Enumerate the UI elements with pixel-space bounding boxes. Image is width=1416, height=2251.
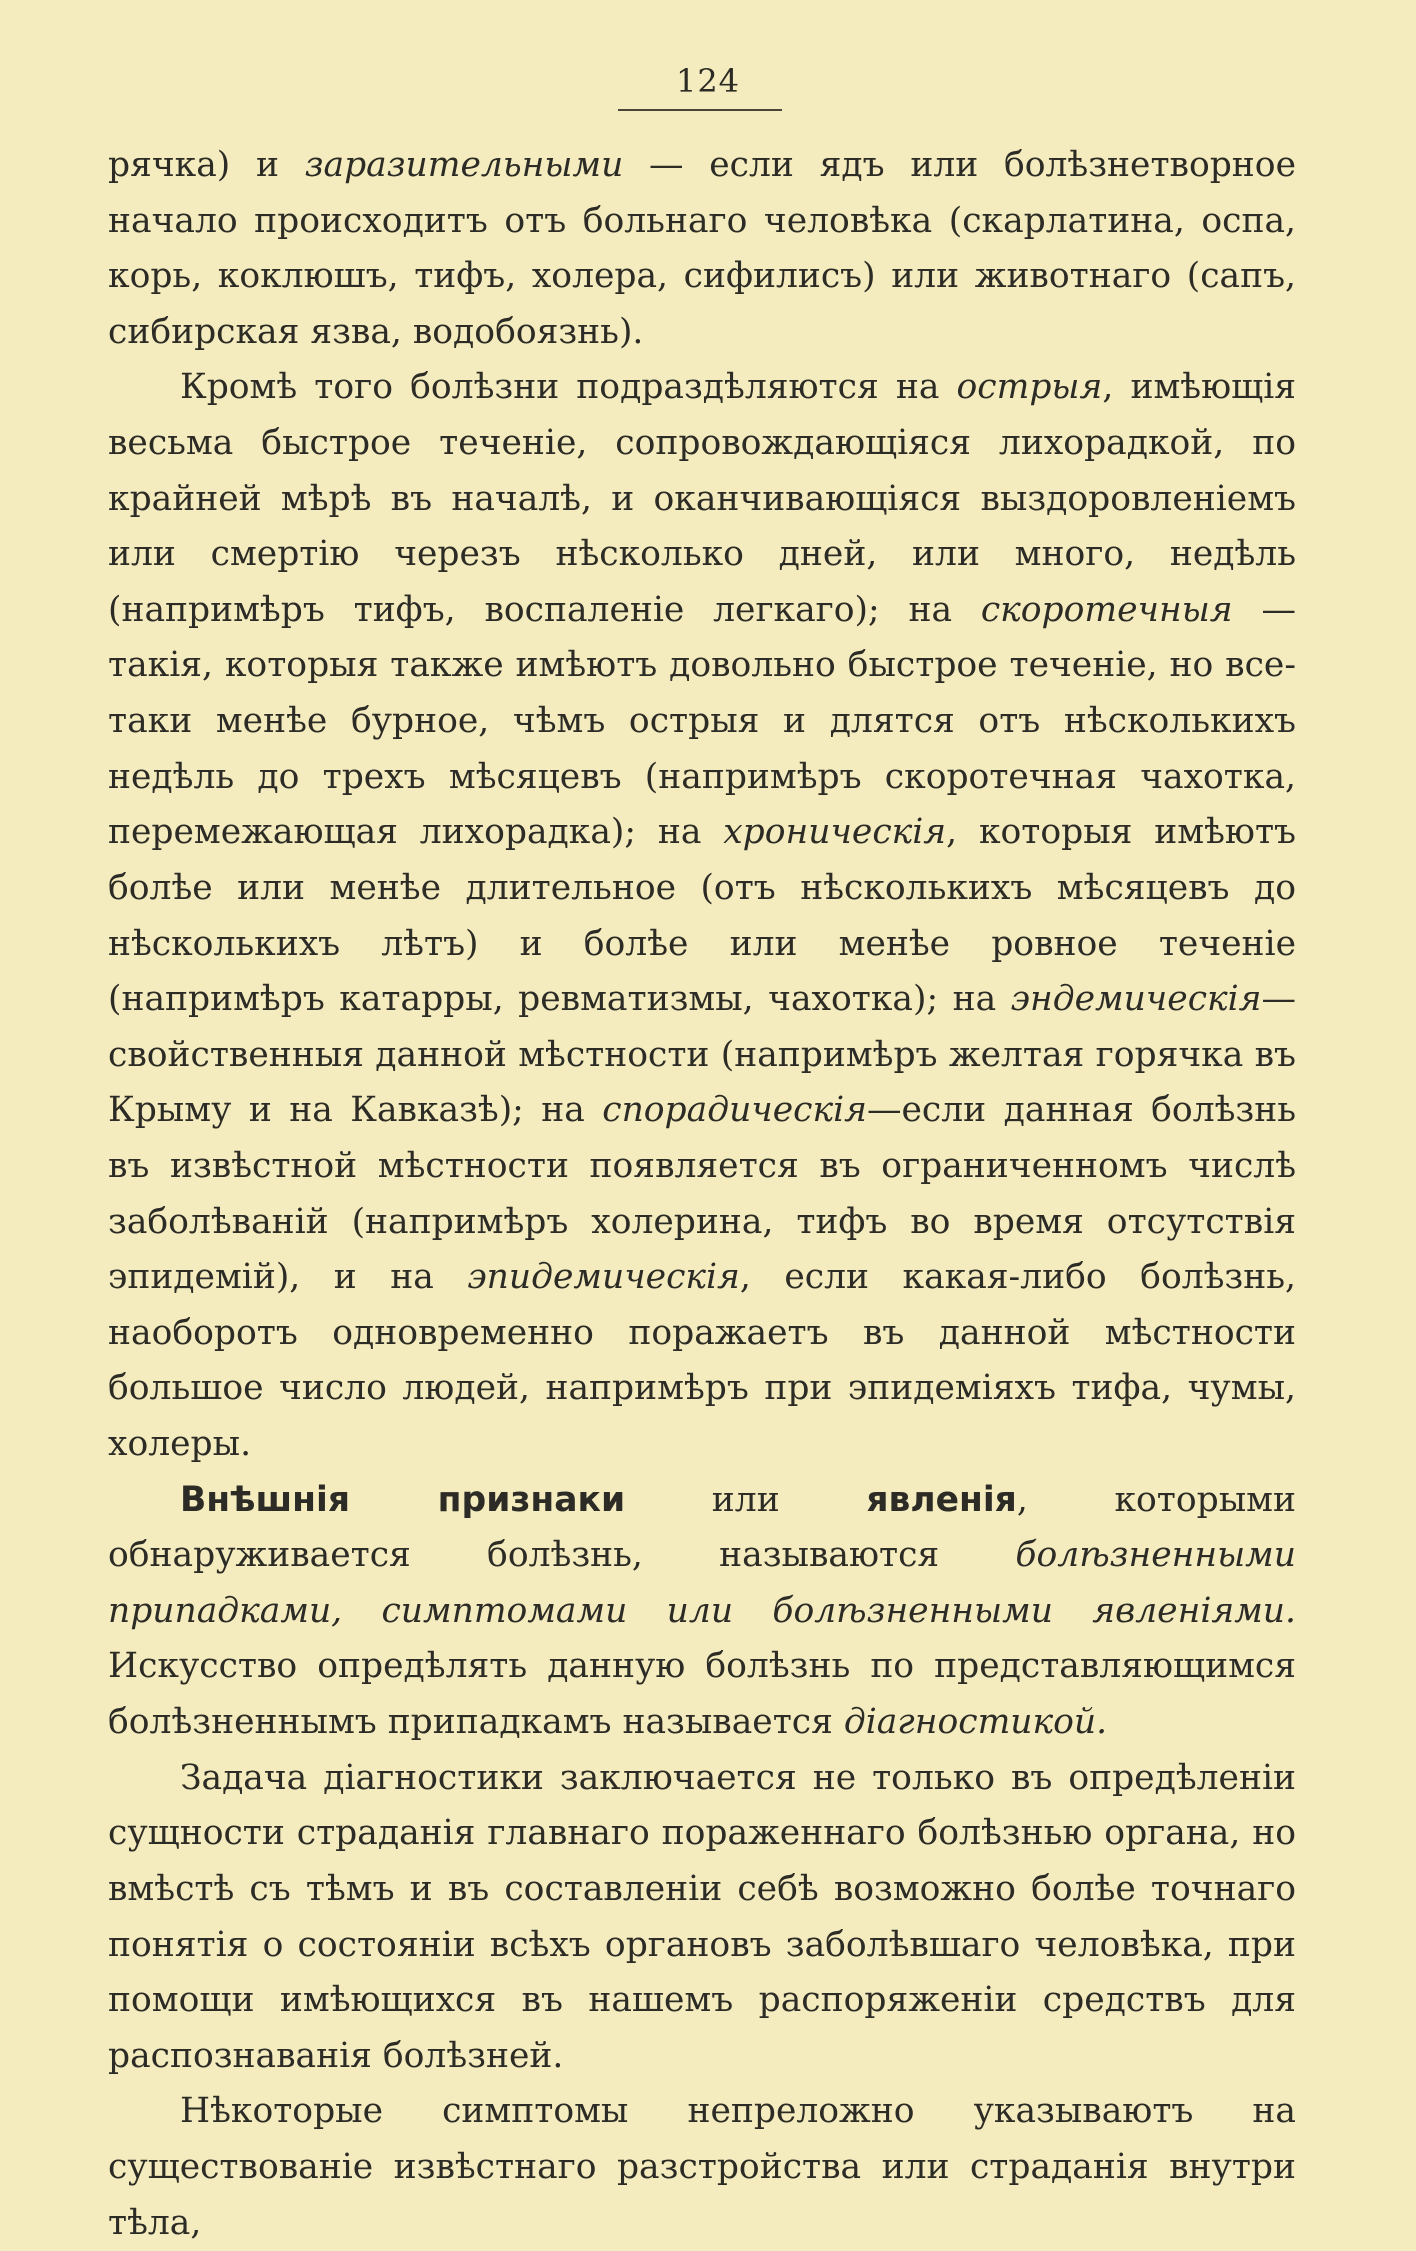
paragraph — [108, 360, 1296, 1472]
paragraph — [108, 2084, 1296, 2251]
text-segment: —свойственныя данной мѣстности (напримѣръ желтая горячка въ Крыму и на Кавказѣ); на — [108, 979, 1296, 1131]
italic-text: эпидемическія — [467, 1257, 740, 1298]
text-segment: , которыми обнаруживается болѣзнь, называются — [108, 1479, 1297, 1576]
bold-text: явленія — [866, 1479, 1017, 1520]
text-segment: рячка) и — [108, 145, 305, 185]
paragraph — [108, 138, 1296, 360]
italic-text: заразительными — [304, 145, 624, 185]
text-segment: Нѣкоторые симптомы непреложно указываютъ на существованіе извѣстнаго разстройства или страданія внутри тѣла, — [108, 2091, 1296, 2243]
text-segment: или — [625, 1479, 867, 1520]
text-segment: Кромѣ того болѣзни подраздѣляются на — [180, 367, 957, 408]
text-segment: — если ядъ или болѣзнетворное начало происходитъ отъ больнаго человѣка (скарлатина, оспа, корь, коклюшъ, тифъ, холера, сифилисъ) или животнаго (сапъ, сибирская язва, водобоязнь). — [108, 145, 1296, 352]
italic-text: діагностикой. — [843, 1702, 1108, 1743]
italic-text: эндемическія — [1010, 979, 1262, 1020]
italic-text: скоротечныя — [980, 589, 1233, 630]
header-rule — [618, 109, 782, 111]
paragraph — [108, 1473, 1296, 1751]
text-segment: , если какая-либо болѣзнь, наоборотъ одновременно поражаетъ въ данной мѣстности большое число людей, напримѣръ при эпидеміяхъ тифа, чумы, холеры. — [108, 1257, 1296, 1465]
page-header — [0, 62, 1416, 100]
page-number: 124 — [675, 62, 741, 100]
text-segment: , имѣющія весьма быстрое теченіе, сопровождающіяся лихорадкой, по крайней мѣрѣ въ началѣ, и оканчивающіяся выздоровленіемъ или смертію черезъ нѣсколько дней, или много, недѣль (напримѣръ тифъ, воспаленіе легкаго); на — [108, 367, 1296, 630]
bold-text: Внѣшнія признаки — [180, 1479, 626, 1520]
italic-text: острыя — [956, 367, 1103, 408]
text-segment: Искусство опредѣлять данную болѣзнь по представляющимся болѣзненнымъ припадкамъ называется — [108, 1646, 1296, 1743]
paragraph — [108, 1751, 1296, 2085]
text-segment: , которыя имѣютъ болѣе или менѣе длительное (отъ нѣсколькихъ мѣсяцевъ до нѣсколькихъ лѣтъ) и болѣе или менѣе ровное теченіе (напримѣръ катарры, ревматизмы, чахотка); на — [108, 812, 1296, 1020]
text-segment: — такія, которыя также имѣютъ довольно быстрое теченіе, но все-таки менѣе бурное, чѣмъ острыя и длятся отъ нѣсколькихъ недѣль до трехъ мѣсяцевъ (напримѣръ скоротечная чахотка, перемежающая лихорадка); на — [108, 589, 1296, 853]
text-segment: Задача діагностики заключается не только въ опредѣленіи сущности страданія главнаго пораженнаго болѣзнью органа, но вмѣстѣ съ тѣмъ и въ составленіи себѣ возможно болѣе точнаго понятія о состояніи всѣхъ органовъ заболѣвшаго человѣка, при помощи имѣющихся въ нашемъ распоряженіи средствъ для распознаванія болѣзней. — [108, 1757, 1296, 2076]
italic-text: спорадическія — [602, 1090, 867, 1131]
text-segment: —если данная болѣзнь въ извѣстной мѣстности появляется въ ограниченномъ числѣ заболѣваній (напримѣръ холерина, тифъ во время отсутствія эпидемій), и на — [108, 1090, 1297, 1298]
body-text — [108, 138, 1296, 2251]
italic-text: болѣзненными припадками, симптомами или болѣзненными явленіями. — [108, 1535, 1296, 1631]
italic-text: хроническія — [723, 812, 947, 853]
